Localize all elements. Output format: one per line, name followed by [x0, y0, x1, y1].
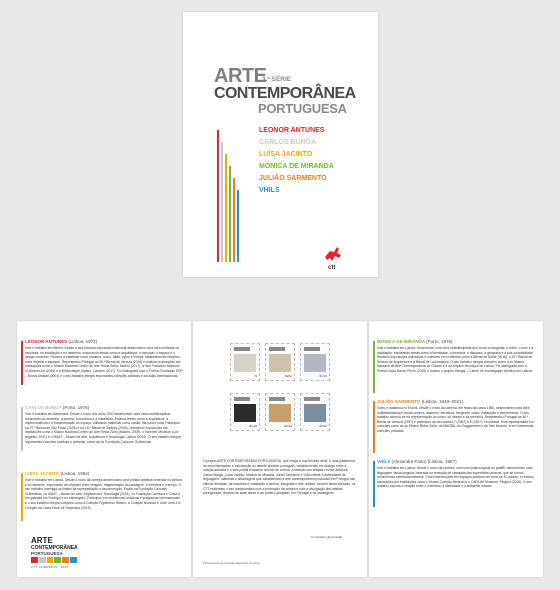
stamp-artwork — [234, 354, 256, 372]
ctt-logo-text: ctt — [328, 265, 336, 271]
stripe-luisa — [225, 154, 227, 262]
folder-left-panel — [17, 321, 191, 577]
mini-logo-arte: ARTE — [31, 536, 53, 545]
stamp-artwork — [304, 354, 326, 372]
bio-dates: (Porto, 1976) — [62, 405, 90, 410]
stamp-artwork — [269, 354, 291, 372]
bio-name: JULIÃO SARMENTO — [377, 399, 421, 404]
mini-logo-contemporanea: CONTEMPORÂNEA — [31, 545, 78, 551]
cover-title-arte: ARTE — [214, 65, 267, 87]
bio-name: CARLOS BUNGA — [25, 405, 62, 410]
bio-dates: (Porto, 1976) — [426, 339, 453, 344]
stamp-value: N20g — [284, 374, 292, 378]
stamp-header — [304, 347, 320, 351]
mini-stripe — [70, 557, 77, 563]
bio-leonor-antunes — [25, 339, 183, 378]
bio-text: Viveu e trabalhou no Estoril. Desde o início da carreira, em finais dos anos 1960, desenvolveu uma obra multifacetada que incluiu pintura, desenho, escultura, fotografia, vídeo, instalação e performance. O seu trabalho centrou-se na representação do corpo, do desejo e da memória. Representou Portugal na 46.ª Bienal de Veneza (1997) e participou na documenta 7 (1982) e 8 (1987), em Kassel. Está representado em coleções como as do Museo Reina Sofía, do MACBA, do Guggenheim e da Tate Modern, e em numerosas coleções privadas. — [377, 406, 534, 433]
stamp-value: €3,00 — [319, 424, 327, 428]
bio-name: LUÍSA JACINTO — [25, 471, 60, 476]
artist-vhils: VHILS — [259, 187, 280, 194]
bio-text: Vive e trabalha em Lisboa. Desde o início da carreira desenvolveu uma prática artística centrada na pintura e no desenho, explorando as relações entre imagem, fragmentação da paisagem, a memória e o tempo. O seu trabalho investiga os limites da representação e da percepção. Expôs na Fundação Calouste Gulbenkian, no MAAT – Museu de Arte, Arquitetura e Tecnologia (2024), na Fundação Carmona e Costa e em galerias em Portugal e no estrangeiro. Participou em residências artísticas e programas internacionais, e o seu trabalho integra coleções como a Coleção Figueiredo Ribeiro, a Coleção Norlinda e José Lima e a Coleção da Caixa Geral de Depósitos (2019). — [25, 478, 182, 510]
mini-stripe — [62, 557, 69, 563]
commissioner-signature: Comissário da emissão — [311, 535, 343, 539]
stamp-artwork — [269, 404, 291, 422]
bio-text: Vive e trabalha em Berlim. Desde a sua primeira exposição individual desenvolveu uma obra centrada na escultura, na instalação e no desenho, explorando temas como a arquitetura, o mercado, o espaço e o design moderno. Recorre a materiais como madeira, couro, latão, nylon e cortiça, estabelecendo relações entre objetos e espaços. Representou Portugal na 58.ª Bienal de Veneza (2019) e realizou exposições em instituições como o Museo Nacional Centro de Arte Reina Sofía, Madrid (2017), a San Francisco Museum of Modern Art (2016) e a Whitechapel Gallery, Londres (2017). Foi distinguida com o Prémio Fundação EDP – Novos Artistas (2001) e o seu trabalho integra importantes coleções públicas e privadas internacionais. — [25, 346, 183, 378]
bio-bar-vhils — [373, 461, 375, 507]
stamp-value: €1,10 — [319, 374, 327, 378]
bio-text: Vive e trabalha em Lisboa. Desde o início da carreira, com uma prática ligada ao graffiti, desenvolveu uma linguagem visual singular, baseada na remoção de camadas das superfícies urbanas, que se tornou reconhecida internacionalmente. Criou intervenções em espaços públicos em mais de 40 países, e realizou exposições em instituições como o Museu Coleção Berardo e o CAFA Art Museum, Pequim (2018). O seu trabalho explora a relação entre o indivíduo, a identidade e o ambiente urbano. — [377, 466, 535, 489]
stripe-vhils — [237, 190, 239, 262]
stamp-value: N — [254, 374, 257, 378]
artist-leonor-antunes: LEONOR ANTUNES — [259, 127, 325, 134]
stamp-value: €1,10 — [249, 424, 257, 428]
bio-bar-juliao — [373, 401, 375, 453]
mini-logo-stripes — [31, 557, 77, 563]
bio-dates: (Alexandre Farto) (Lisboa, 1987) — [391, 459, 457, 464]
cover-title-contemporanea: CONTEMPORÂNEA — [214, 85, 356, 102]
stamp-value: €2,40 — [284, 424, 292, 428]
mini-stripe — [54, 557, 61, 563]
bio-text: Vive e trabalha em Barcelona. Desde o início dos anos 2000 desenvolveu uma obra multidisciplinar, recorrendo ao desenho, à pintura, à escultura e à instalação. Explora temas como a arquitetura, a impermanência e a transformação do espaço, utilizando materiais como cartão, fita-cola e tinta. Participou na 27.ª Bienal de São Paulo (2006) e na 16.ª Bienal de Sydney (2008), realizando exposições em instituições como o Museo Nacional Centro de Arte Reina Sofía (Madrid, 2009), o Hammer Museum (Los Angeles, 2011) e o MAAT – Museu de Arte, Arquitetura e Tecnologia, Lisboa (2022). O seu trabalho integra importantes coleções públicas e privadas, como as da Fundação Calouste Gulbenkian. — [25, 412, 181, 444]
ctt-horse-logo-icon — [322, 243, 344, 267]
cover-series: 3.ª SÉRIE — [262, 76, 292, 83]
project-description: O projeto ARTE CONTEMPORÂNEA PORTUGUESA, que chega à sua terceira série, é uma plataforma de reconhecimento e valorização do talento artístico português, estabelecendo um diálogo entre a criação artística e o selo postal enquanto veículo de cultura. A seleção dos artistas Leonor Antunes, Carlos Bunga, Luísa Jacinto, Mónica de Miranda, Julião Sarmento e Vhils reflete a diversidade de linguagens, materiais e abordagens que caracterizam a arte contemporânea produzida em Portugal nas últimas décadas, da escultura e instalação à pintura, fotografia e arte urbana. Através desta emissão, os CTT reafirmam o seu compromisso com a promoção da cultura e com a divulgação dos artistas portugueses, levando as suas obras a um público alargado, em Portugal e no estrangeiro. — [203, 459, 356, 496]
folder-middle-panel — [193, 321, 367, 577]
stamp — [265, 393, 295, 431]
bio-name: VHILS — [377, 459, 391, 464]
stamp — [300, 393, 330, 431]
stripe-monica — [229, 166, 231, 262]
stamp — [265, 343, 295, 381]
mini-stripe — [47, 557, 54, 563]
bio-bar-leonor — [21, 341, 23, 385]
bio-dates: (Lisboa, 1984) — [60, 471, 90, 476]
bio-monica-de-miranda — [377, 339, 535, 374]
stamp-artwork — [304, 404, 326, 422]
stamp-header — [234, 347, 250, 351]
bio-carlos-bunga — [25, 405, 183, 444]
bio-bar-carlos — [21, 407, 23, 451]
mini-stripe — [39, 557, 46, 563]
artist-juliao-sarmento: JULIÃO SARMENTO — [259, 175, 327, 182]
bio-name: LEONOR ANTUNES — [25, 339, 68, 344]
stripe-juliao — [233, 178, 235, 262]
stamp-header — [234, 397, 250, 401]
bio-bar-luisa — [21, 473, 23, 521]
cover-card — [183, 12, 378, 277]
mini-logo-portuguesa: PORTUGUESA — [31, 551, 63, 556]
bio-dates: (Lisboa, 1972) — [68, 339, 98, 344]
stripe-leonor — [217, 130, 219, 262]
stamp — [300, 343, 330, 381]
artist-carlos-bunga: CARLOS BUNGA — [259, 139, 317, 146]
stripe-carlos — [221, 142, 223, 262]
stamp-grid — [230, 343, 330, 441]
bio-dates: (Lisboa, 1948–2021) — [421, 399, 463, 404]
cover-title-portuguesa: PORTUGUESA — [258, 101, 347, 116]
stamp-header — [269, 397, 285, 401]
stamp — [230, 393, 260, 431]
stamp-header — [269, 347, 285, 351]
bio-luisa-jacinto — [25, 471, 183, 510]
folder-right-panel — [369, 321, 543, 577]
stamp-artwork — [234, 404, 256, 422]
bio-text: Vive e trabalha em Lisboa. Desenvolve uma obra multidisciplinar que cruza a fotografia, o vídeo, o som e a instalação, explorando temas como a identidade, a memória, a diáspora, a geografia e a pós-colonialidade. Realizou exposições individuais e coletivas em contextos como a Bienal de Dakar (2018), a 14.ª Bienal de Veneza de Arquitetura e a Bienal de Lubumbashi. O seu trabalho integra coleções como a do Museu Nacional de Arte Contemporânea do Chiado e a do Arquivo Municipal de Lisboa. Foi distinguida com o Prémio Novo Banco Photo (2016) e fundou o projeto Hangar – Centro de Investigação Artística em Lisboa. — [377, 346, 534, 373]
bio-name: MÓNICA DE MIRANDA — [377, 339, 425, 344]
bio-bar-monica — [373, 341, 375, 393]
artist-luisa-jacinto: LUÍSA JACINTO — [259, 151, 313, 158]
mini-series-logo — [31, 537, 81, 569]
bio-vhils — [377, 459, 535, 489]
mini-logo-foot: CTT CORREIOS · 2024 — [31, 565, 69, 569]
stamp-folder — [17, 321, 543, 577]
mini-stripe — [31, 557, 38, 563]
stamp — [230, 343, 260, 381]
artist-monica-de-miranda: MÓNICA DE MIRANDA — [259, 163, 334, 170]
bio-juliao-sarmento — [377, 399, 535, 434]
stamp-header — [304, 397, 320, 401]
technical-note: Ficha técnica da emissão disponível no verso — [203, 561, 260, 565]
